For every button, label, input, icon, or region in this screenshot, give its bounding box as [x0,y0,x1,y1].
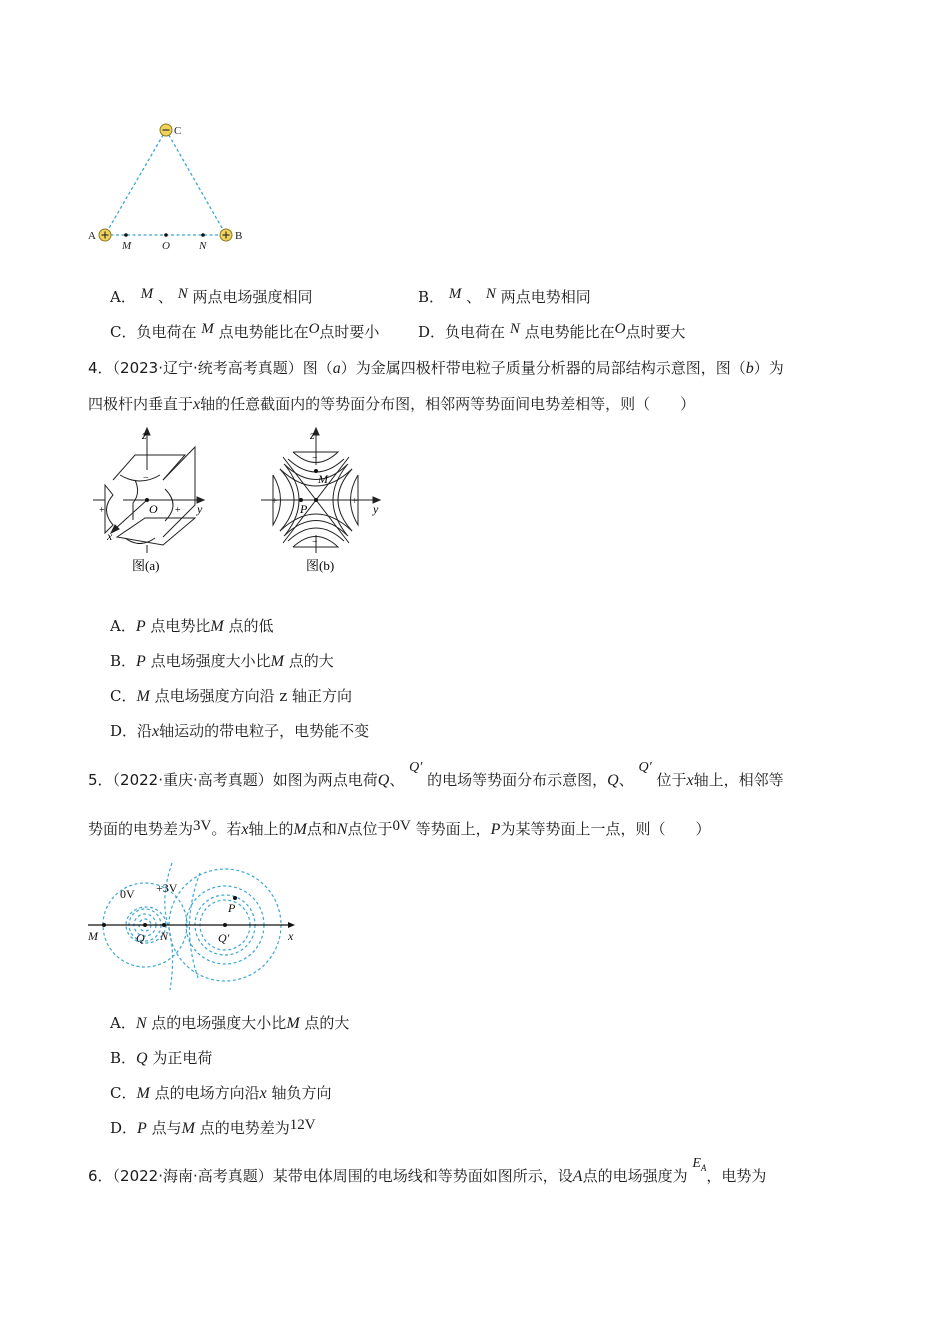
q4-option-d[interactable]: D．沿x轴运动的带电粒子，电势能不变 [110,722,370,740]
svg-text:+: + [272,496,278,507]
svg-text:0V: 0V [120,887,135,901]
figure-b-caption: 图(b) [306,558,335,573]
q5-equipotential-figure [80,858,310,993]
svg-text:P: P [228,901,236,915]
svg-text:M: M [318,472,328,486]
svg-text:−: − [143,473,149,484]
svg-text:−: − [312,537,318,548]
q3-option-a[interactable]: A． M 、 N 两点电场强度相同 [110,286,313,306]
q5-option-a[interactable]: A．N 点的电场强度大小比M 点的大 [110,1014,350,1032]
q3-option-d[interactable]: D．负电荷在 N 点电势能比在O点时要大 [418,321,686,341]
charge-a-icon [99,229,111,241]
svg-text:Q′: Q′ [218,931,230,945]
svg-text:O: O [162,240,170,252]
svg-text:−: − [312,453,318,464]
q6-stem-line1: 6．（2022·海南·高考真题）某带电体周围的电场线和等势面如图所示，设A点的电场强度为 $E_A$，电势为 [88,1156,767,1185]
q5-stem-line1: 5．（2022·重庆·高考真题）如图为两点电荷Q、 Q′ 的电场等势面分布示意图，Q、 Q′ 位于x轴上，相邻等 [88,760,784,789]
svg-text:z: z [142,428,147,442]
svg-text:y: y [373,502,379,516]
svg-text:N: N [160,929,169,943]
q3-option-c[interactable]: C．负电荷在 M 点电势能比在O点时要小 [110,321,380,341]
svg-text:N: N [199,240,207,252]
svg-text:x: x [107,529,113,543]
svg-text:M: M [122,240,132,252]
q4-figure-a-quadrupole [85,425,225,575]
svg-text:x: x [288,929,294,943]
q3-option-b[interactable]: B． M 、 N 两点电势相同 [418,286,591,306]
svg-text:+3V: +3V [156,881,178,895]
svg-text:z: z [310,428,315,442]
svg-text:A: A [88,230,96,242]
figure-a-caption: 图(a) [132,558,160,573]
q5-option-c[interactable]: C．M 点的电场方向沿x 轴负方向 [110,1084,332,1102]
q4-option-b[interactable]: B．P 点电场强度大小比M 点的大 [110,652,334,670]
svg-text:+: + [175,505,181,516]
charge-c-icon [160,124,172,136]
q5-option-b[interactable]: B．Q 为正电荷 [110,1049,213,1067]
svg-text:B: B [235,230,243,242]
svg-text:P: P [300,502,308,516]
q4-figure-b-equipotential [258,425,388,575]
svg-text:O: O [149,502,158,516]
q4-option-a[interactable]: A．P 点电势比M 点的低 [110,617,274,635]
svg-text:C: C [174,125,182,137]
q4-stem-line2: 四极杆内垂直于x轴的任意截面内的等势面分布图，相邻两等势面间电势差相等，则（ ） [88,395,696,413]
ea-symbol: $E_A$ [692,1156,707,1173]
q3-triangle-figure [80,115,260,260]
svg-text:+: + [352,496,358,507]
q4-option-c[interactable]: C．M 点电场强度方向沿 z 轴正方向 [110,687,353,705]
q5-stem-line2: 势面的电势差为3V。若x轴上的M点和N点位于0V 等势面上，P为某等势面上一点，则（ ） [88,818,711,838]
svg-text:−: − [137,539,143,550]
charge-b-icon [220,229,232,241]
svg-text:+: + [99,505,105,516]
q5-option-d[interactable]: D．P 点与M 点的电势差为12V [110,1117,316,1137]
svg-text:y: y [197,502,203,516]
q4-stem-line1: 4．（2023·辽宁·统考高考真题）图（a）为金属四极杆带电粒子质量分析器的局部结构示意图，图（b）为 [88,359,784,377]
svg-text:Q: Q [136,931,145,945]
svg-text:M: M [88,929,98,943]
